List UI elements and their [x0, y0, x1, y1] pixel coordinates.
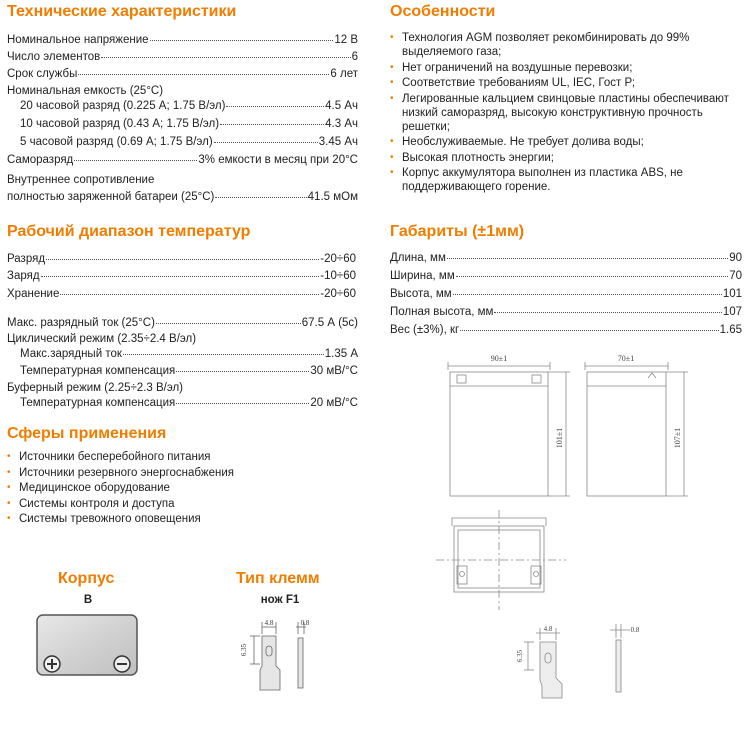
spec-value: 1.65	[719, 324, 742, 336]
spec-label: Ширина, мм	[390, 270, 455, 282]
dim-label: 0.8	[630, 626, 640, 634]
spec-c10	[20, 117, 358, 131]
dim-label: 70±1	[617, 354, 635, 363]
temp-tcomp2	[20, 396, 358, 410]
spec-c20	[20, 99, 358, 113]
spec-capacity-label: Номинальная емкость (25°С)	[7, 85, 164, 97]
list-item: • Корпус аккумулятора выполнен из пластика ABS, не поддерживающего горение.	[390, 167, 683, 193]
spec-value: 6	[351, 51, 358, 63]
list-item: • Нет ограничений на воздушные перевозки;	[390, 62, 633, 74]
spec-label: Температурная компенсация	[20, 365, 176, 377]
spec-label: 20 часовой разряд (0.225 А; 1.75 В/эл)	[20, 100, 226, 112]
list-item: • Системы контроля и доступа	[7, 498, 175, 510]
spec-value: 4.3 Ач	[325, 118, 358, 130]
case-title: Корпус	[58, 570, 115, 587]
spec-label: Вес (±3%), кг	[390, 324, 460, 336]
dim-width	[390, 269, 742, 283]
case-type: B	[83, 594, 93, 606]
spec-value: 20 мВ/°С	[310, 397, 358, 409]
spec-value: 41.5 мОм	[307, 191, 358, 203]
cyclic-mode-label: Циклический режим (2.35÷2.4 В/эл)	[7, 333, 197, 345]
spec-value: 107	[722, 306, 742, 318]
list-item: • Соответствие требованиям UL, IEC, Гост Р;	[390, 77, 636, 89]
spec-label: 5 часовой разряд (0.69 А; 1.75 В/эл)	[20, 136, 213, 148]
dim-label: 4.8	[264, 619, 274, 627]
terminal-f1-drawing	[236, 616, 316, 694]
dims-title: Габариты (±1мм)	[390, 223, 525, 240]
list-item: • Высокая плотность энергии;	[390, 152, 554, 164]
list-item: • Медицинское оборудование	[7, 482, 170, 494]
spec-label: Хранение	[7, 288, 60, 300]
spec-value: 3% емкости в месяц при 20°С	[198, 154, 358, 166]
list-item: • Необслуживаемые. Не требует долива воды;	[390, 136, 644, 148]
list-item: • Источники бесперебойного питания	[7, 451, 211, 463]
spec-value: 4.5 Ач	[325, 100, 358, 112]
dim-label: 0.8	[300, 619, 310, 627]
spec-value: 70	[729, 270, 742, 282]
spec-label: Разряд	[7, 253, 46, 265]
spec-label: Макс.зарядный ток	[20, 348, 122, 360]
spec-label: Температурная компенсация	[20, 397, 176, 409]
battery-dimension-drawing	[430, 348, 730, 738]
spec-label: Число элементов	[7, 51, 101, 63]
dim-fullheight	[390, 305, 742, 319]
spec-value: -20÷60	[320, 288, 356, 300]
spec-label: Номинальное напряжение	[7, 34, 149, 46]
list-item: • Системы тревожного оповещения	[7, 513, 201, 525]
spec-value: 6 лет	[330, 68, 358, 80]
dim-label: 6.35	[516, 649, 524, 663]
spec-label: Высота, мм	[390, 288, 452, 300]
spec-c5	[20, 135, 358, 149]
spec-voltage	[7, 33, 358, 47]
spec-resist-label: Внутреннее сопротивление	[7, 174, 155, 186]
list-item: • Технология AGM позволяет рекомбинировать до 99% выделяемого газа;	[390, 32, 690, 58]
spec-cells	[7, 50, 358, 64]
spec-value: 101	[722, 288, 742, 300]
list-item: • Легированные кальцием свинцовые пластины обеспечивают низкий саморазряд, высокую конструктивную прочность решетки;	[390, 93, 729, 133]
terminal-type: нож F1	[260, 594, 300, 606]
temp-maxcurrent	[7, 316, 358, 330]
spec-label: Макс. разрядный ток (25°С)	[7, 317, 155, 329]
spec-life	[7, 67, 358, 81]
temp-storage	[7, 287, 356, 301]
temp-discharge	[7, 252, 356, 266]
spec-value: -20÷60	[320, 253, 356, 265]
tech-title: Технические характеристики	[7, 3, 237, 20]
buffer-mode-label: Буферный режим (2.25÷2.3 В/эл)	[7, 382, 184, 394]
dim-label: 101±1	[555, 427, 564, 449]
temp-tcomp1	[20, 364, 358, 378]
spec-label: Полная высота, мм	[390, 306, 494, 318]
dim-height	[390, 287, 742, 301]
case-top-illustration	[34, 612, 140, 678]
spec-label: 10 часовой разряд (0.43 А; 1.75 В/эл)	[20, 118, 220, 130]
dim-label: 90±1	[490, 354, 508, 363]
spec-value: 3.45 Ач	[318, 136, 358, 148]
temp-maxcharge	[20, 347, 358, 361]
spec-label: полностью заряженной батареи (25°С)	[7, 191, 215, 203]
list-item: • Источники резервного энергоснабжения	[7, 467, 234, 479]
dim-length	[390, 251, 742, 265]
features-title: Особенности	[390, 3, 496, 20]
dim-weight	[390, 323, 742, 337]
spec-selfdischarge	[7, 153, 358, 167]
dim-label: 4.8	[543, 625, 553, 633]
spec-resist	[7, 190, 358, 204]
dim-label: 107±1	[673, 427, 682, 449]
spec-value: 12 В	[334, 34, 358, 46]
terminal-title: Тип клемм	[236, 570, 320, 587]
spec-label: Длина, мм	[390, 252, 446, 264]
apps-title: Сферы применения	[7, 425, 167, 442]
temp-charge	[7, 269, 356, 283]
spec-value: 67.5 А (5с)	[301, 317, 358, 329]
dim-label: 6.35	[240, 643, 248, 657]
spec-label: Срок службы	[7, 68, 78, 80]
spec-label: Заряд	[7, 270, 40, 282]
temp-title: Рабочий диапазон температур	[7, 223, 251, 240]
spec-value: 1.35 А	[324, 348, 358, 360]
spec-value: 30 мВ/°С	[310, 365, 358, 377]
spec-label: Саморазряд	[7, 154, 74, 166]
spec-value: 90	[729, 252, 742, 264]
spec-value: -10÷60	[320, 270, 356, 282]
